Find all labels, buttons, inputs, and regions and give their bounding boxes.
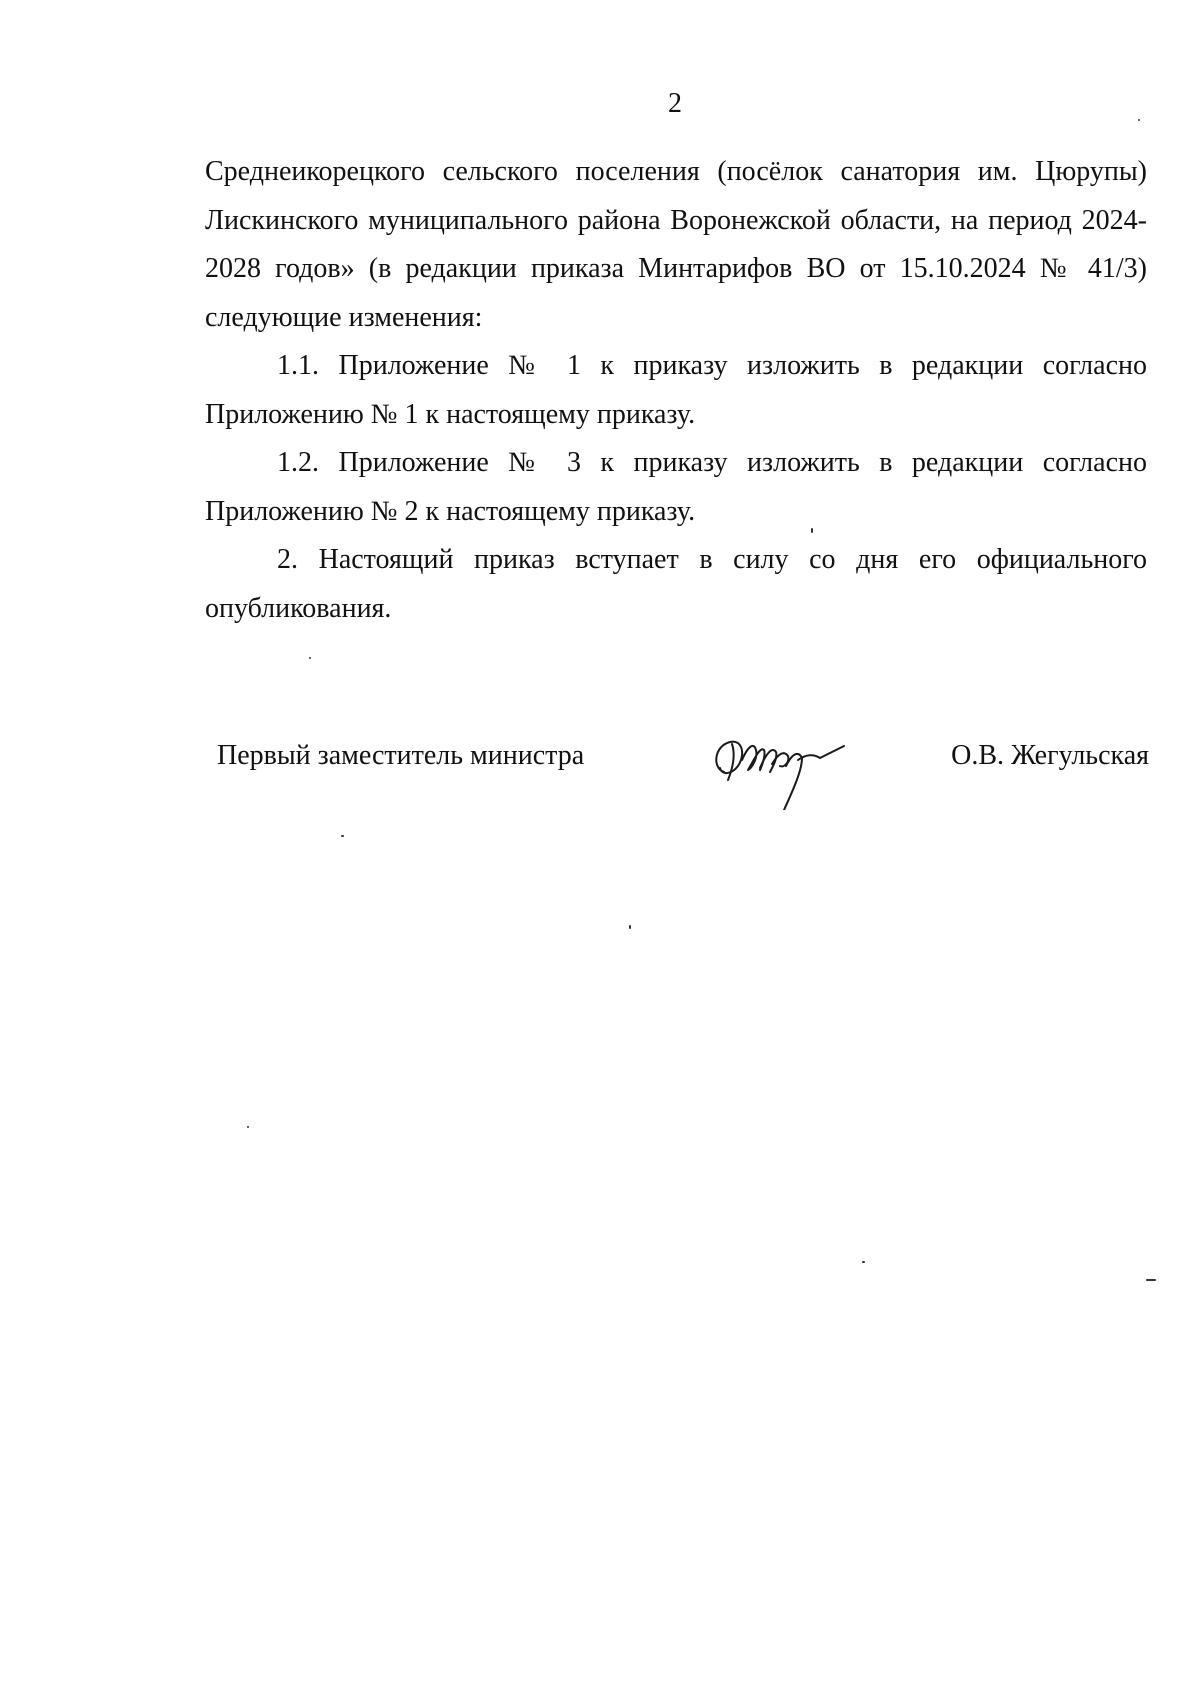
scan-speck	[1138, 119, 1140, 121]
scan-speck	[1146, 1279, 1156, 1281]
paragraph-continuation: Среднеикорецкого сельского поселения (посёлок санатория им. Цюрупы) Лискинского муниципального района Воронежской области, на период 2024-2028 годов» (в редакции приказа Минтарифов ВО от 15.10.2024 № 41/3) следующие изменения:	[205, 156, 1147, 333]
signer-title: Первый заместитель министра	[217, 740, 585, 771]
document-body	[205, 148, 1147, 633]
page-number: 2	[668, 88, 682, 119]
paragraph-item-2: 2. Настоящий приказ вступает в силу со дня его официального опубликования.	[205, 544, 1147, 624]
paragraph-item-1-2: 1.2. Приложение № 3 к приказу изложить в редакции согласно Приложению № 2 к настоящему приказу.	[205, 447, 1147, 527]
scan-speck	[341, 835, 344, 837]
paragraph-item-1-1: 1.1. Приложение № 1 к приказу изложить в редакции согласно Приложению № 1 к настоящему приказу.	[205, 350, 1147, 430]
signature-block	[217, 724, 1149, 804]
signer-name: О.В. Жегульская	[951, 740, 1149, 771]
scan-speck	[309, 657, 311, 659]
scan-speck	[862, 1261, 865, 1263]
handwritten-signature-icon	[702, 724, 852, 810]
scan-speck	[247, 1126, 249, 1128]
scan-speck	[811, 528, 813, 533]
scan-speck	[629, 925, 631, 929]
